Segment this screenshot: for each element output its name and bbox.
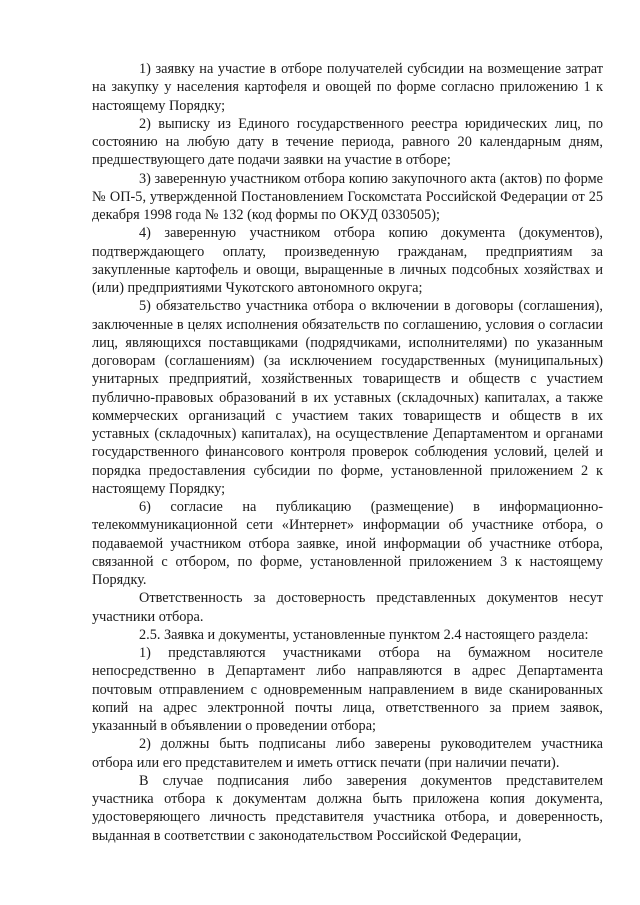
paragraph-representative-case: В случае подписания либо заверения документов представителем участника отбора к документам должна быть приложена копия документа, удостоверяющего личность представителя участника отбора, и доверенность, выданная в соответствии с законодательством Российской Федерации,	[92, 772, 603, 844]
paragraph-responsibility: Ответственность за достоверность представленных документов несут участники отбора.	[92, 590, 603, 625]
paragraph-submission-method: 1) представляются участниками отбора на бумажном носителе непосредственно в Департамент либо направляются в адрес Департамента почтовым отправлением с одновременным направлением в виде сканированных копий на адрес электронной почты лица, ответственного за прием заявок, указанный в объявлении о проведении отбора;	[92, 645, 603, 734]
paragraph-section-2-5: 2.5. Заявка и документы, установленные пунктом 2.4 настоящего раздела:	[139, 626, 589, 643]
paragraph-item-3-purchase-act: 3) заверенную участником отбора копию закупочного акта (актов) по форме № ОП-5, утвержденной Постановлением Госкомстата Российской Федерации от 25 декабря 1998 года № 132 (код формы по ОКУД 0330505);	[92, 170, 603, 223]
paragraph-signature-requirement: 2) должны быть подписаны либо заверены руководителем участника отбора или его представителем и иметь оттиск печати (при наличии печати).	[92, 736, 603, 771]
document-page	[92, 60, 603, 845]
paragraph-item-1-application: 1) заявку на участие в отборе получателей субсидии на возмещение затрат на закупку у населения картофеля и овощей по форме согласно приложению 1 к настоящему Порядку;	[92, 61, 603, 114]
paragraph-item-2-registry-extract: 2) выписку из Единого государственного реестра юридических лиц, по состоянию на любую дату в течение периода, равного 20 календарным дням, предшествующего дате подачи заявки на участие в отборе;	[92, 115, 603, 169]
paragraph-item-6-consent: 6) согласие на публикацию (размещение) в информационно-телекоммуникационной сети «Интернет» информации об участнике отбора, о подаваемой участником отбора заявке, иной информации об участнике отбора, связанной с отбором, по форме, установленной приложением 3 к настоящему Порядку.	[92, 499, 603, 588]
paragraph-item-5-obligation: 5) обязательство участника отбора о включении в договоры (соглашения), заключенные в целях исполнения обязательств по соглашению, условия о согласии лиц, являющихся поставщиками (подрядчиками, исполнителями) по указанным договорам (соглашениям) (за исключением государственных (муниципальных) унитарных предприятий, хозяйственных товариществ и обществ с участием публично-правовых образований в их уставных (складочных) капиталах, а также коммерческих организаций с участием таких товариществ и обществ в их уставных (складочных) капиталах), на осуществление Департаментом и органами государственного финансового контроля проверок соблюдения условий, целей и порядка предоставления субсидии по форме, установленной приложением 2 к настоящему Порядку;	[92, 298, 603, 497]
paragraph-item-4-payment-document: 4) заверенную участником отбора копию документа (документов), подтверждающего оплату, произведенную гражданам, предприятиям за закупленные картофель и овощи, выращенные в личных подсобных хозяйствах и (или) предприятиями Чукотского автономного округа;	[92, 225, 603, 296]
